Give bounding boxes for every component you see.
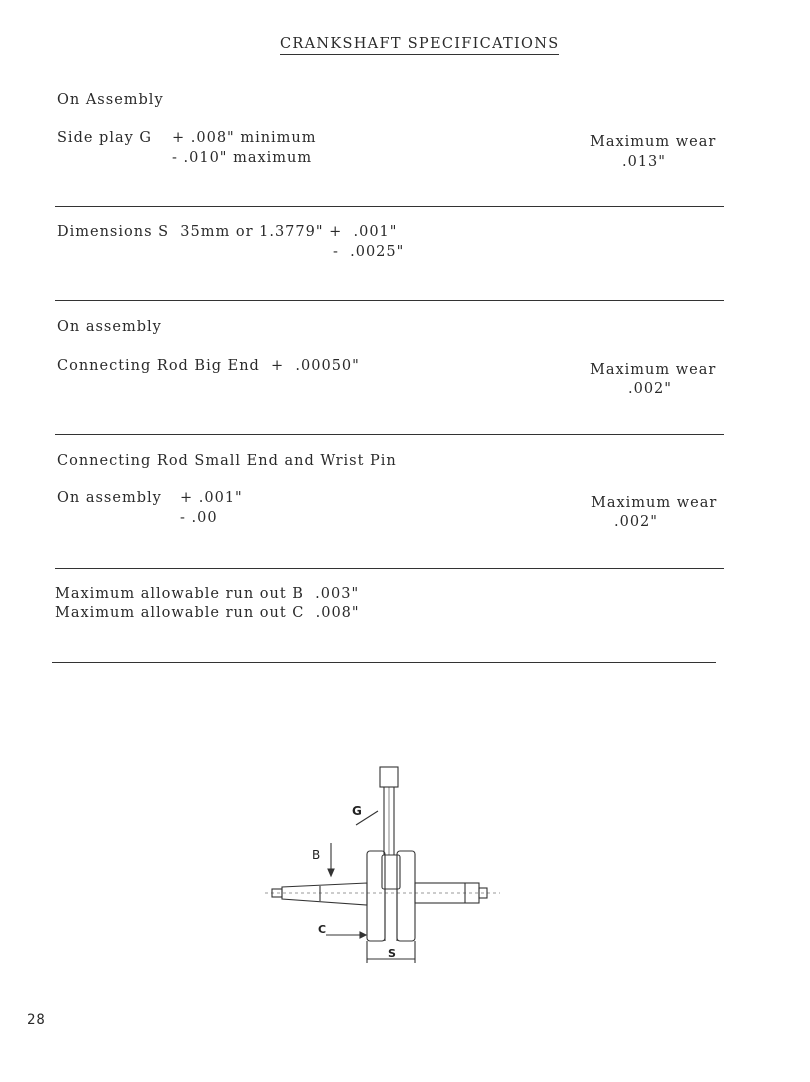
runout-b: Maximum allowable run out B .003": [55, 586, 360, 602]
side-play-minus: - .010" maximum: [172, 150, 313, 166]
page-number: 28: [27, 1012, 46, 1028]
max-wear-label: Maximum wear: [591, 495, 718, 511]
section-heading: On assembly: [57, 319, 162, 335]
left-shaft: [282, 883, 367, 905]
divider: [52, 662, 716, 663]
divider: [55, 568, 724, 569]
page-title: CRANKSHAFT SPECIFICATIONS: [280, 36, 559, 55]
rod-small-end: [380, 767, 398, 787]
crankshaft-diagram: [260, 755, 520, 975]
dimension-s: Dimensions S 35mm or 1.3779" + .001": [57, 224, 398, 240]
max-wear-value: .002": [628, 381, 672, 397]
small-end-label: On assembly: [57, 490, 162, 506]
divider: [55, 300, 724, 301]
label-b: B: [312, 848, 321, 862]
small-end-minus: - .00: [180, 510, 218, 526]
side-play-plus: + .008" minimum: [172, 130, 317, 146]
label-c: C: [318, 923, 327, 936]
runout-c: Maximum allowable run out C .008": [55, 605, 360, 621]
label-g: G: [352, 804, 362, 818]
divider: [55, 434, 724, 435]
divider: [55, 206, 724, 207]
section-heading: Connecting Rod Small End and Wrist Pin: [57, 453, 397, 469]
section-heading: On Assembly: [57, 92, 164, 108]
label-s: S: [388, 947, 396, 960]
max-wear-label: Maximum wear: [590, 362, 717, 378]
dimension-s-minus: - .0025": [333, 244, 405, 260]
big-end-spec: Connecting Rod Big End + .00050": [57, 358, 360, 374]
max-wear-value: .002": [614, 514, 658, 530]
max-wear-label: Maximum wear: [590, 134, 717, 150]
small-end-plus: + .001": [180, 490, 243, 506]
max-wear-value: .013": [622, 154, 666, 170]
side-play-label: Side play G: [57, 130, 152, 146]
